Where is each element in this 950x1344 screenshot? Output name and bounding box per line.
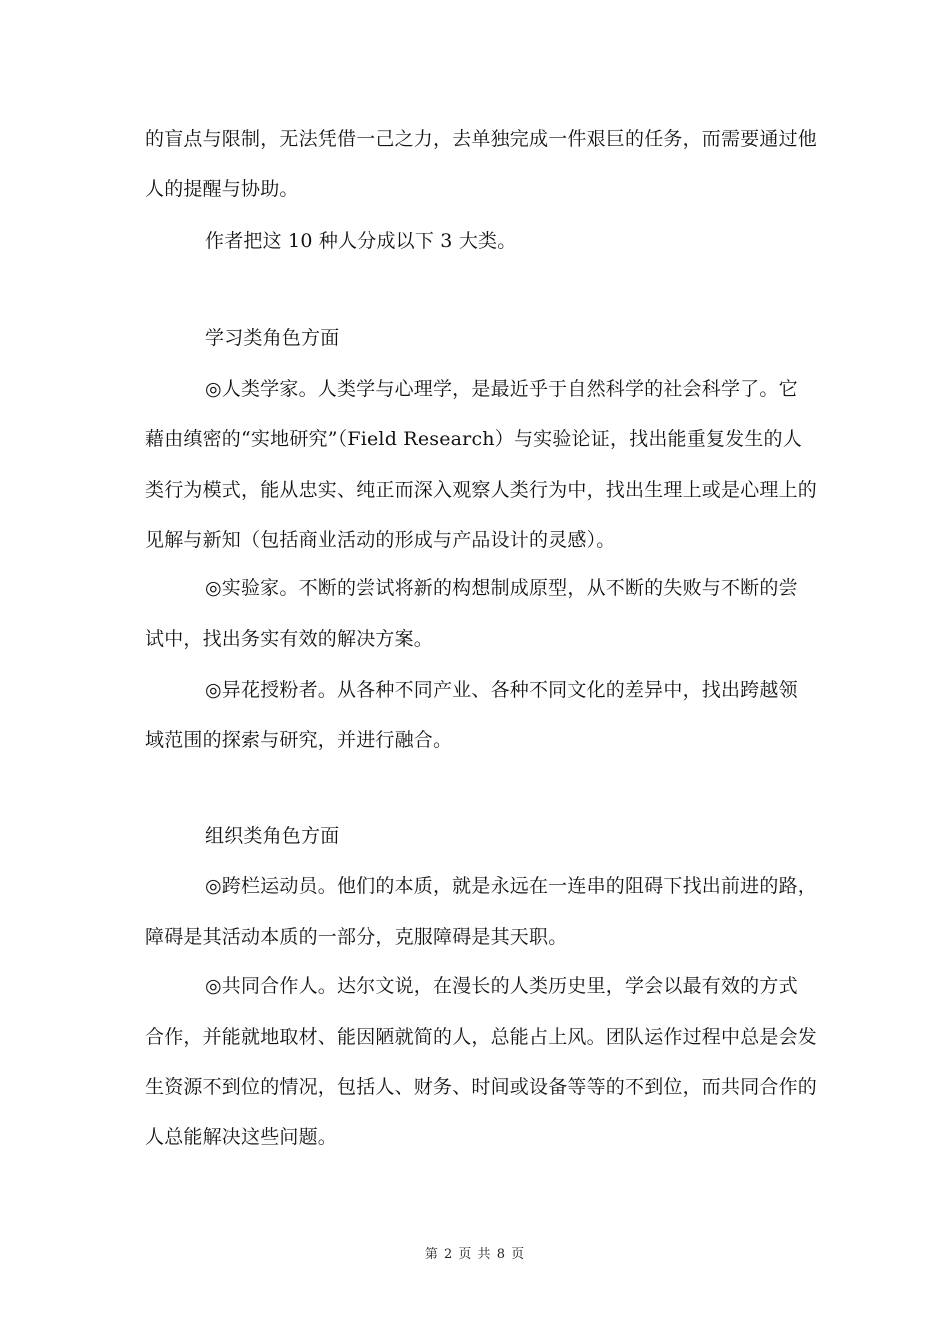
paragraph-line: 人总能解决这些问题。 [145, 1126, 338, 1148]
paragraph-line: 域范围的探索与研究，并进行融合。 [145, 729, 453, 751]
paragraph-line: ◎异花授粉者。从各种不同产业、各种不同文化的差异中，找出跨越领 [205, 679, 798, 701]
page-number-footer: 第 2 页 共 8 页 [424, 1247, 526, 1262]
paragraph-line: 藉由缜密的“实地研究”（Field Research）与实验论证，找出能重复发生的人 [145, 428, 802, 450]
paragraph-line: ◎跨栏运动员。他们的本质，就是永远在一连串的阻碍下找出前进的路， [205, 875, 817, 897]
paragraph-line: ◎实验家。不断的尝试将新的构想制成原型，从不断的失败与不断的尝 [205, 577, 798, 599]
paragraph-line: 见解与新知（包括商业活动的形成与产品设计的灵感）。 [145, 529, 616, 551]
paragraph-line: 人的提醒与协助。 [145, 178, 299, 200]
paragraph-line: 障碍是其活动本质的一部分，克服障碍是其天职。 [145, 926, 568, 948]
paragraph-line: 试中，找出务实有效的解决方案。 [145, 628, 434, 650]
paragraph-line: 类行为模式，能从忠实、纯正而深入观察人类行为中，找出生理上或是心理上的 [145, 479, 818, 501]
paragraph-line: 合作，并能就地取材、能因陋就简的人，总能占上风。团队运作过程中总是会发 [145, 1026, 818, 1048]
paragraph-line: 作者把这 10 种人分成以下 3 大类。 [205, 230, 517, 252]
paragraph-line: 的盲点与限制，无法凭借一己之力，去单独完成一件艰巨的任务，而需要通过他 [145, 128, 818, 150]
paragraph-line: ◎人类学家。人类学与心理学，是最近乎于自然科学的社会科学了。它 [205, 378, 798, 400]
section-heading-organization-roles: 组织类角色方面 [205, 825, 340, 847]
paragraph-line: 生资源不到位的情况，包括人、财务、时间或设备等等的不到位，而共同合作的 [145, 1076, 818, 1098]
section-heading-learning-roles: 学习类角色方面 [205, 327, 340, 349]
paragraph-line: ◎共同合作人。达尔文说，在漫长的人类历史里，学会以最有效的方式 [205, 975, 798, 997]
